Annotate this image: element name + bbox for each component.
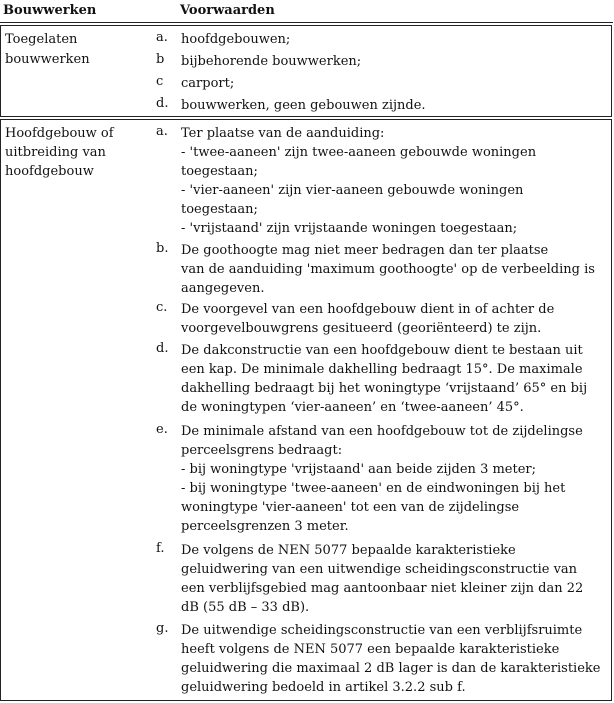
section-toegelaten-bouwwerken (0, 25, 612, 117)
item-letter: e. (156, 422, 168, 437)
column-header-voorwaarden: Voorwaarden (180, 3, 275, 18)
section-hoofdgebouw (0, 119, 612, 701)
item-text: De minimale afstand van een hoofdgebouw tot de zijdelingse perceelsgrens bedraagt: - bij woningtype 'vrijstaand' aan beide zijden 3 meter; - bij woningtype 'twee-aaneen' en de eindwoningen bij het woningtype 'vier-aaneen' tot een van de zijdelingse perceelsgrenzen 3 meter. (181, 424, 583, 534)
item-text: De voorgevel van een hoofdgebouw dient in of achter de voorgevelbouwgrens gesitueerd (georiënteerd) te zijn. (181, 302, 555, 336)
item-text: hoofdgebouwen; (181, 32, 291, 47)
section-title: Hoofdgebouw of uitbreiding van hoofdgebouw (5, 126, 114, 179)
item-letter: f. (156, 541, 165, 556)
item-letter: c (156, 74, 164, 89)
column-header-bouwwerken: Bouwwerken (3, 3, 97, 18)
item-letter: d. (156, 341, 169, 356)
section-title: Toegelaten bouwwerken (5, 32, 90, 67)
item-letter: b. (156, 241, 169, 256)
item-letter: c. (156, 300, 168, 315)
item-text: De dakconstructie van een hoofdgebouw dient te bestaan uit een kap. De minimale dakhelling bedraagt 15°. De maximale dakhelling bedraagt bij het woningtype ‘vrijstaand’ 65° en bij de woningtypen ‘vier-aaneen’ en ‘twee-aaneen’ 45°. (181, 343, 588, 415)
item-text: Ter plaatse van de aanduiding: - 'twee-aaneen' zijn twee-aaneen gebouwde woningen toegestaan; - 'vier-aaneen' zijn vier-aaneen gebouwde woningen toegestaan; - 'vrijstaand' zijn vrijstaande woningen toegestaan; (181, 126, 537, 236)
item-letter: d. (156, 96, 169, 111)
item-text: De goothoogte mag niet meer bedragen dan ter plaatse van de aanduiding 'maximum goothoogte' op de verbeelding is aangegeven. (181, 243, 595, 296)
table-header (0, 0, 614, 22)
item-text: De volgens de NEN 5077 bepaalde karakteristieke geluidwering van een uitwendige scheidingsconstructie van een verblijfsgebied mag aantoonbaar niet kleiner zijn dan 22 dB (55 dB – 33 dB). (181, 543, 584, 615)
header-divider (0, 22, 613, 23)
item-text: bijbehorende bouwwerken; (181, 54, 362, 69)
item-letter: a. (156, 30, 168, 45)
item-letter: a. (156, 124, 168, 139)
item-letter: b (156, 52, 165, 67)
item-letter: g. (156, 621, 169, 636)
item-text: bouwwerken, geen gebouwen zijnde. (181, 98, 426, 113)
item-text: De uitwendige scheidingsconstructie van een verblijfsruimte heeft volgens de NEN 5077 een bepaalde karakteristieke geluidwering die maximaal 2 dB lager is dan de karakteristieke geluidwering bedoeld in artikel 3.2.2 sub f. (181, 623, 601, 695)
item-text: carport; (181, 76, 235, 91)
